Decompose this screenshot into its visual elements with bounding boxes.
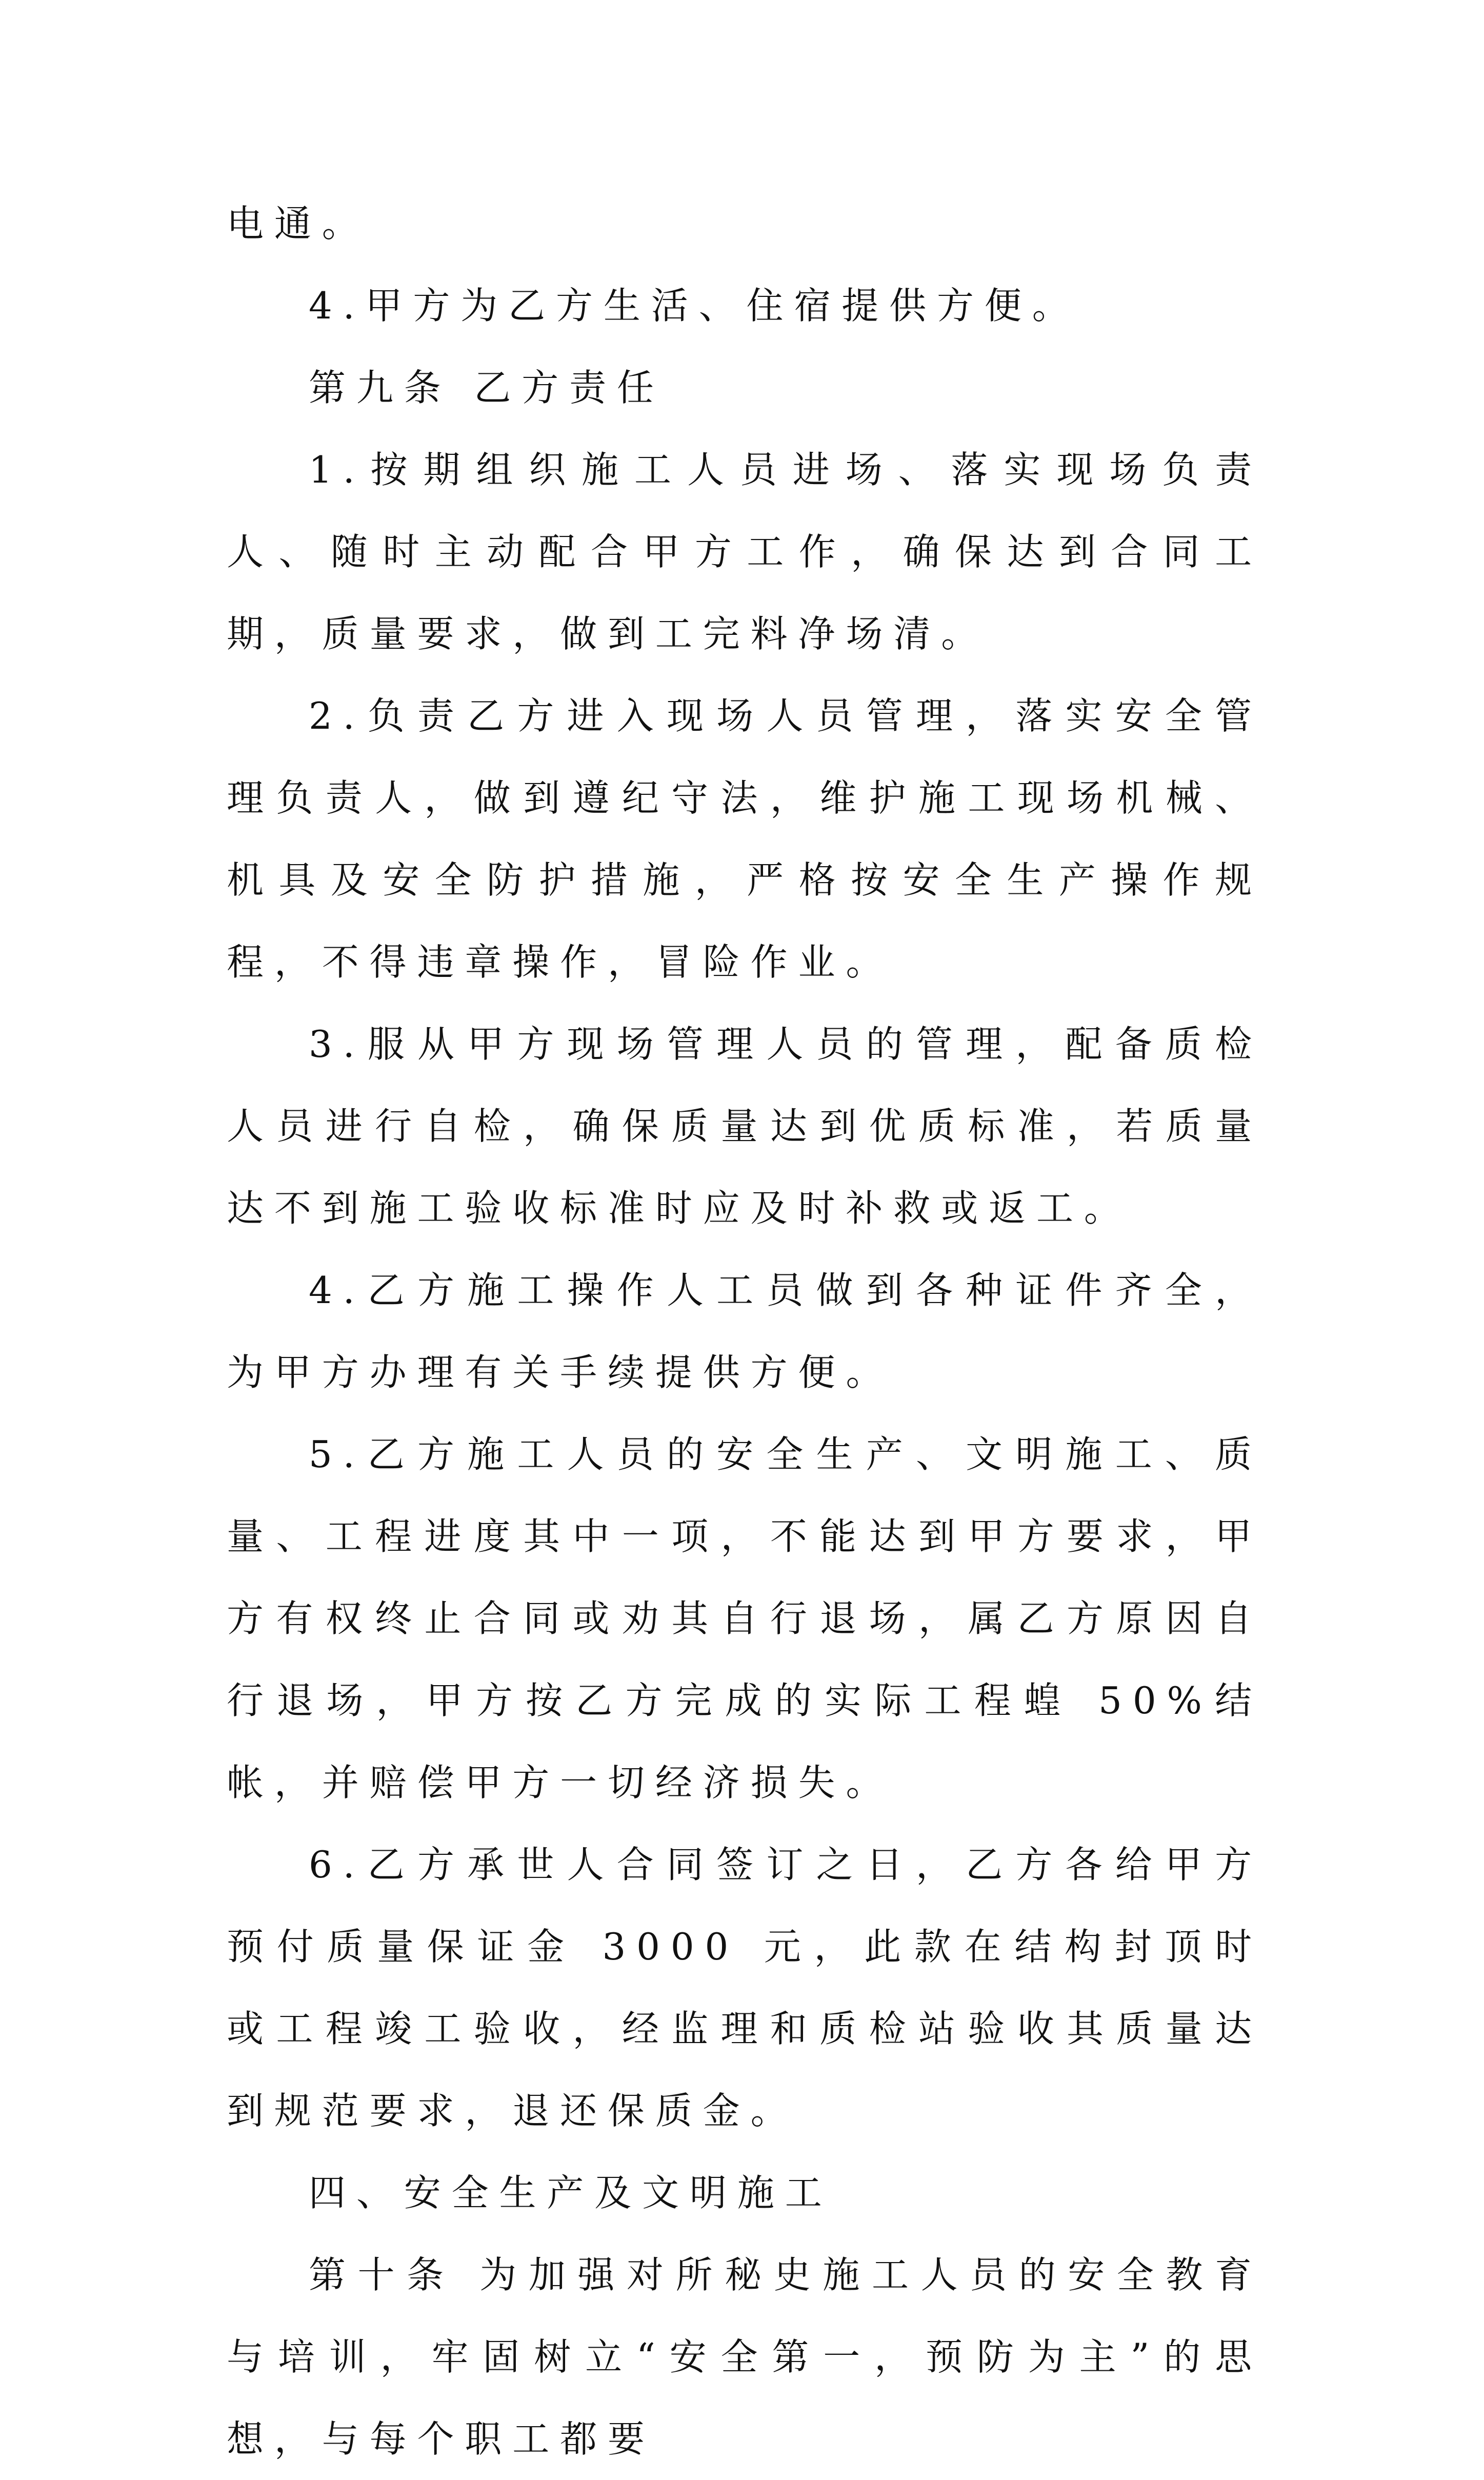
heading-article-9: 第九条 乙方责任 <box>309 366 665 409</box>
paragraph-continuation: 电通。 <box>227 202 370 245</box>
paragraph-article-9-item-1: 1.按期组织施工人员进场、落实现场负责人、随时主动配合甲方工作，确保达到合同工期，质量要求，做到工完料净场清。 <box>227 448 1262 655</box>
paragraph-article-10: 第十条 为加强对所秘史施工人员的安全教育与培训，牢固树立“安全第一，预防为主”的思想，与每个职工都要 <box>227 2253 1262 2461</box>
heading-section-4: 四、安全生产及文明施工 <box>309 2171 833 2214</box>
document-body <box>227 183 1262 2480</box>
paragraph-clause-8-item-4: 4.甲方为乙方生活、住宿提供方便。 <box>309 284 1080 327</box>
paragraph-article-9-item-4: 4.乙方施工操作人工员做到各种证件齐全，为甲方办理有关手续提供方便。 <box>227 1269 1262 1394</box>
paragraph-article-9-item-3: 3.服从甲方现场管理人员的管理，配备质检人员进行自检，确保质量达到优质标准，若质量达不到施工验收标准时应及时补救或返工。 <box>227 1023 1262 1230</box>
paragraph-article-9-item-5: 5.乙方施工人员的安全生产、文明施工、质量、工程进度其中一项，不能达到甲方要求，甲方有权终止合同或劝其自行退场，属乙方原因自行退场，甲方按乙方完成的实际工程蝗 50%结帐，并赔偿甲方一切经济损失。 <box>227 1433 1262 1804</box>
paragraph-article-9-item-2: 2.负责乙方进入现场人员管理，落实安全管理负责人，做到遵纪守法，维护施工现场机械、机具及安全防护措施，严格按安全生产操作规程，不得违章操作，冒险作业。 <box>227 694 1262 984</box>
paragraph-article-9-item-6: 6.乙方承世人合同签订之日，乙方各给甲方预付质量保证金 3000 元，此款在结构封顶时或工程竣工验收，经监理和质检站验收其质量达到规范要求，退还保质金。 <box>227 1843 1262 2132</box>
